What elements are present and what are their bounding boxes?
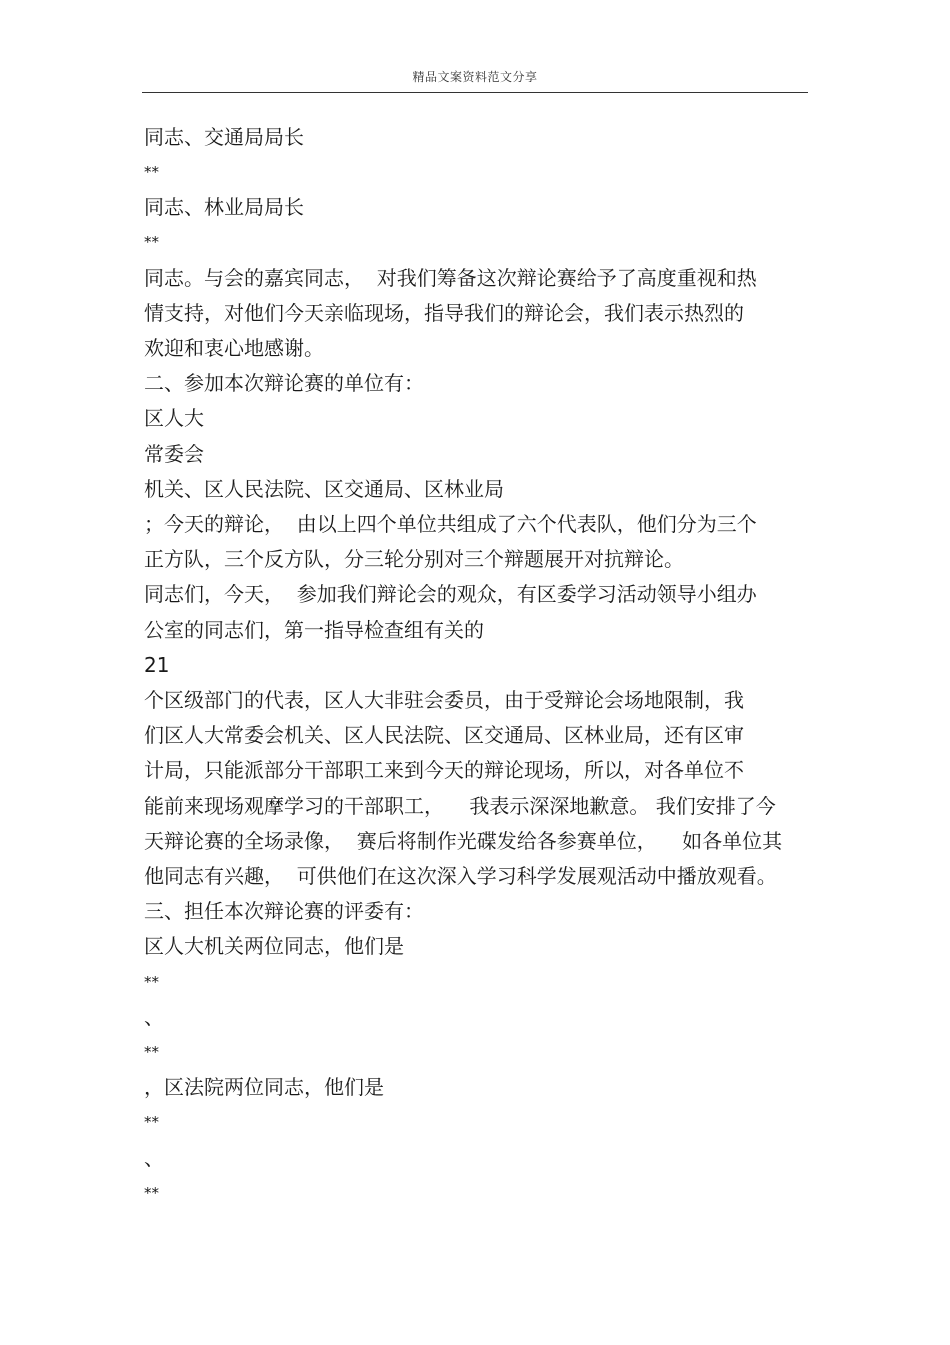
header-title: 精品文案资料范文分享 xyxy=(412,70,538,84)
text-line: 们区人大常委会机关、区人民法院、区交通局、区林业局，还有区审 xyxy=(144,723,744,747)
text-line: ；今天的辩论， 由以上四个单位共组成了六个代表队，他们分为三个 xyxy=(144,512,757,536)
text-line: 同志、交通局局长 xyxy=(144,125,304,149)
text-line: ** xyxy=(144,163,159,181)
text-line: ** xyxy=(144,1043,159,1061)
text-line: 常委会 xyxy=(144,442,204,466)
section-heading: 三、担任本次辩论赛的评委有： xyxy=(144,899,424,923)
section-heading: 二、参加本次辩论赛的单位有： xyxy=(144,371,424,395)
text-line: 他同志有兴趣， 可供他们在这次深入学习科学发展观活动中播放观看。 xyxy=(144,864,777,888)
text-line: 正方队，三个反方队，分三轮分别对三个辩题展开对抗辩论。 xyxy=(144,547,684,571)
text-line: 天辩论赛的全场录像， 赛后将制作光碟发给各参赛单位， 如各单位其 xyxy=(144,829,783,853)
text-line: 、 xyxy=(144,1005,164,1029)
text-line: 区人大 xyxy=(144,406,204,430)
text-line: 同志们，今天， 参加我们辩论会的观众，有区委学习活动领导小组办 xyxy=(144,582,757,606)
text-line: ，区法院两位同志，他们是 xyxy=(144,1075,384,1099)
page-header xyxy=(142,64,808,93)
text-line: 计局，只能派部分干部职工来到今天的辩论现场，所以，对各单位不 xyxy=(144,758,744,782)
text-line: ** xyxy=(144,1184,159,1202)
text-line: 、 xyxy=(144,1146,164,1170)
text-line: 能前来现场观摩学习的干部职工， 我表示深深地歉意。 我们安排了今 xyxy=(144,794,776,818)
text-line: ** xyxy=(144,233,159,251)
text-line: 同志、林业局局长 xyxy=(144,195,304,219)
text-line: 同志。与会的嘉宾同志， 对我们筹备这次辩论赛给予了高度重视和热 xyxy=(144,266,757,290)
text-line: 欢迎和衷心地感谢。 xyxy=(144,336,324,360)
text-line: ** xyxy=(144,973,159,991)
text-line: 21 xyxy=(144,653,170,677)
text-line: 区人大机关两位同志，他们是 xyxy=(144,934,404,958)
text-line: 公室的同志们，第一指导检查组有关的 xyxy=(144,618,484,642)
text-line: 情支持，对他们今天亲临现场，指导我们的辩论会，我们表示热烈的 xyxy=(144,301,744,325)
text-line: 机关、区人民法院、区交通局、区林业局 xyxy=(144,477,504,501)
text-line: ** xyxy=(144,1113,159,1131)
text-line: 个区级部门的代表，区人大非驻会委员，由于受辩论会场地限制，我 xyxy=(144,688,744,712)
